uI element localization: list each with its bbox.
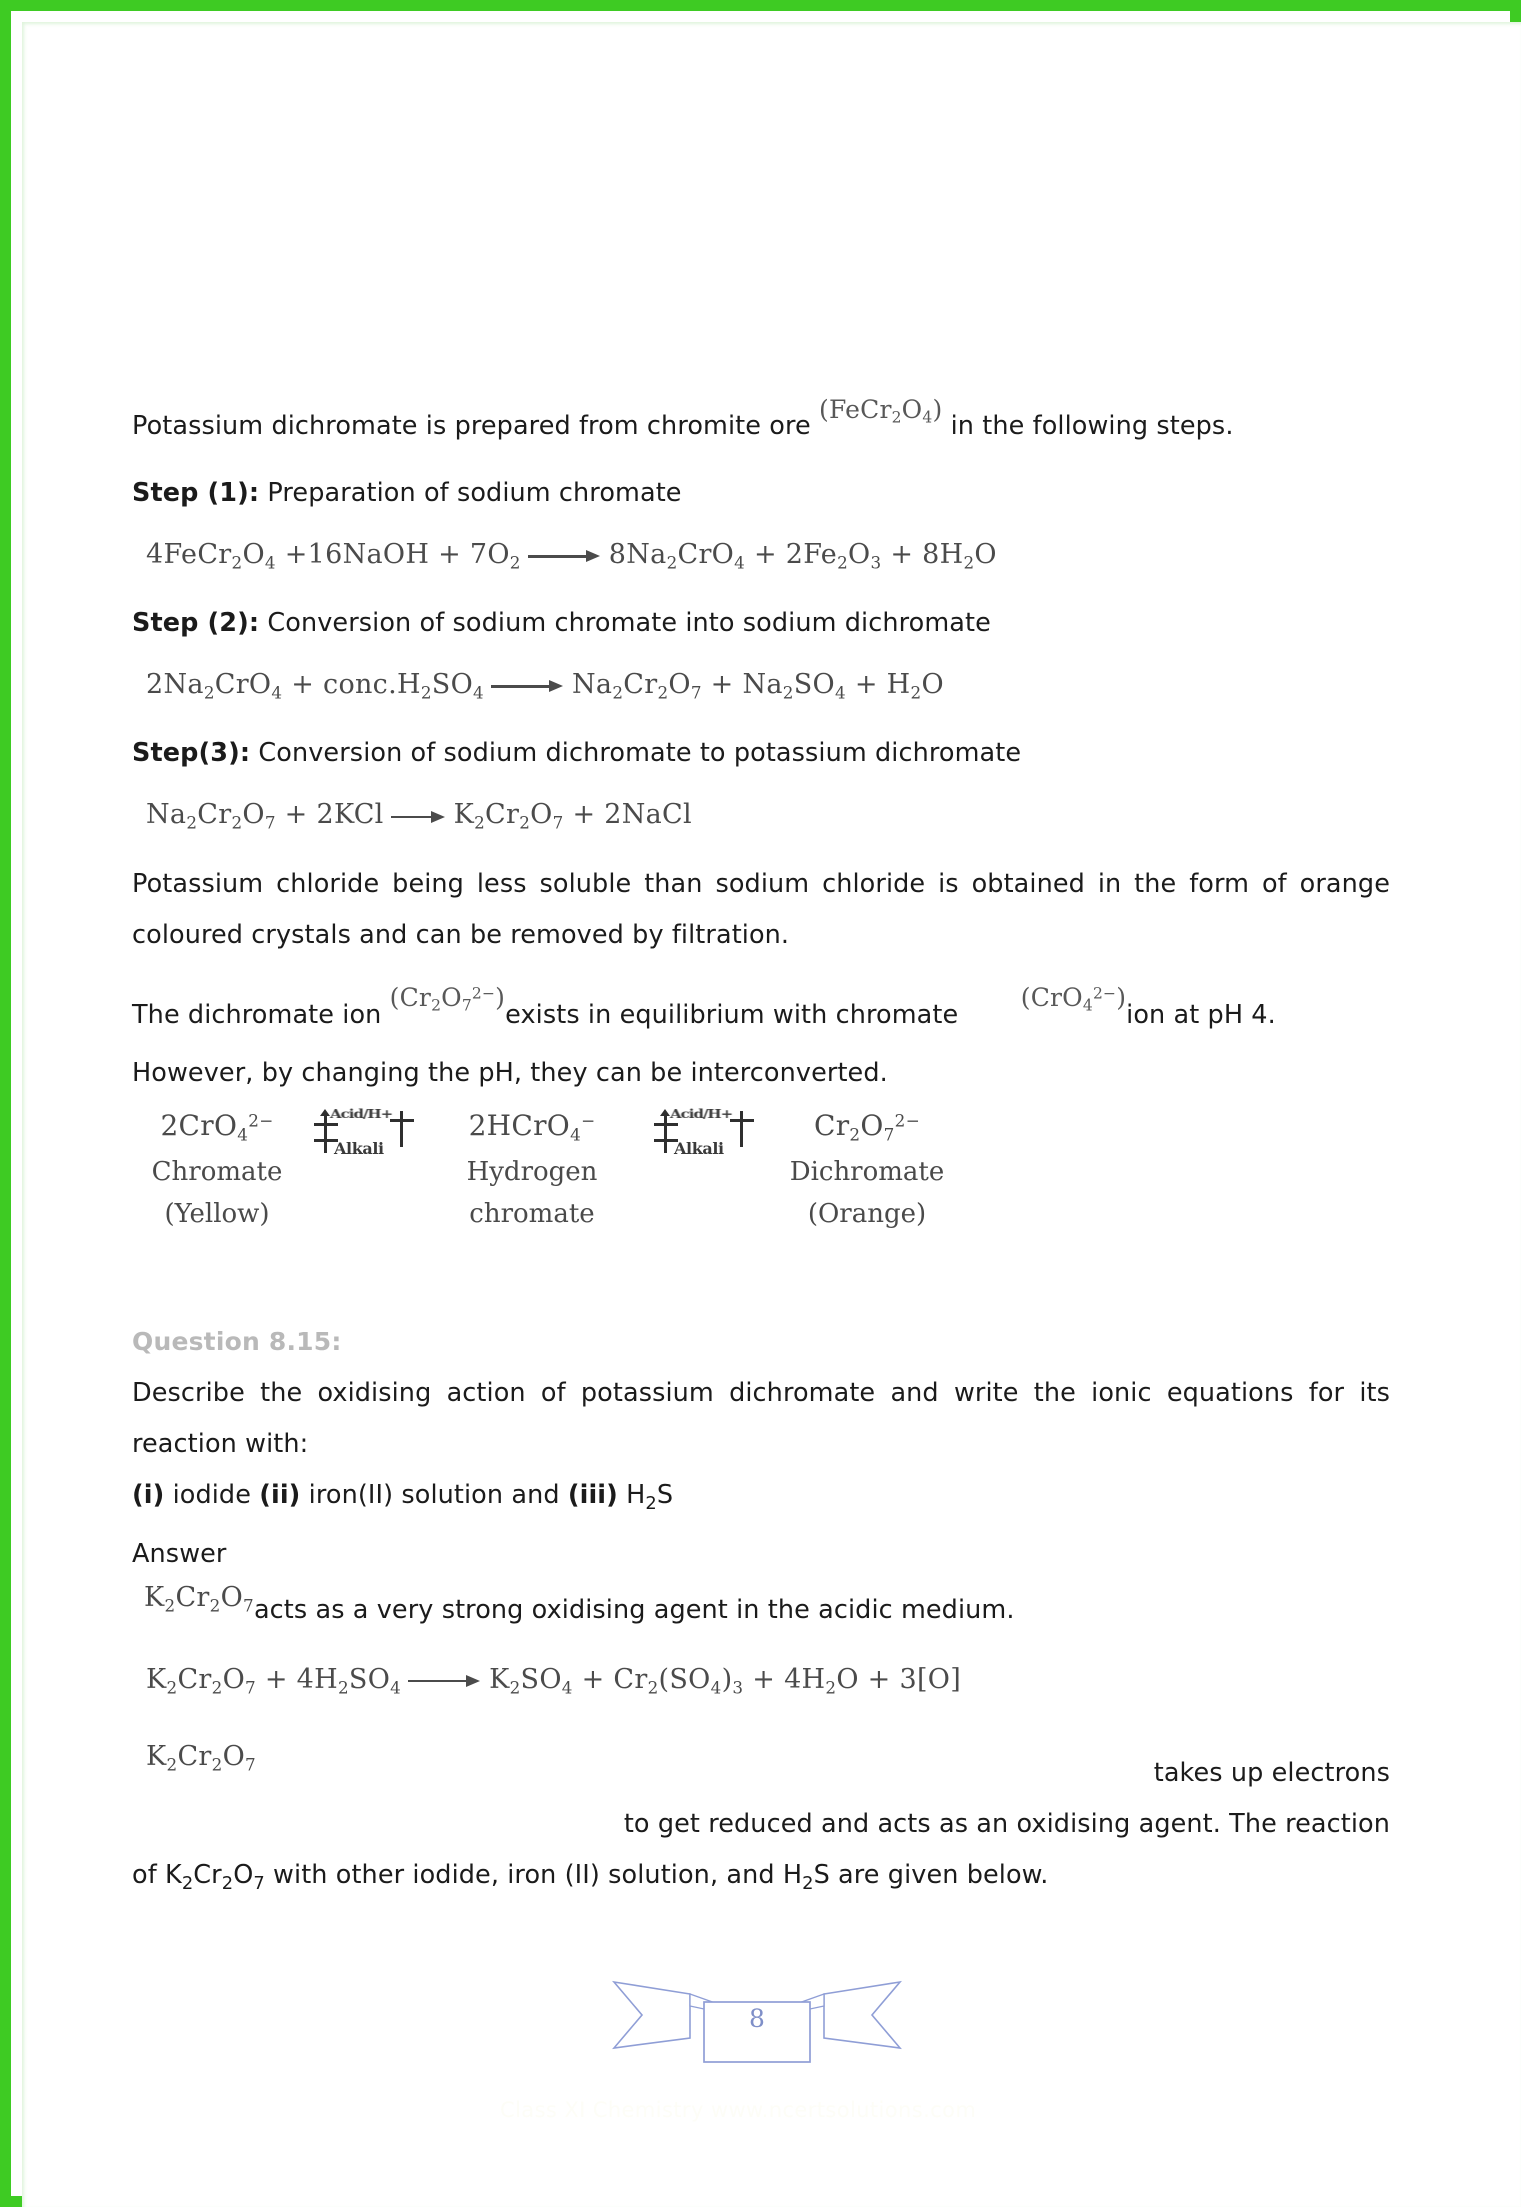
answer-line-1-text: acts as a very strong oxidising agent in the acidic medium.	[253, 1595, 1015, 1626]
reaction-arrow-icon	[391, 811, 447, 821]
equilibrium-arrow-2-bottom-label: Alkali	[674, 1139, 724, 1159]
step-2-heading	[132, 598, 1390, 649]
equilibrium-species-dichromate	[762, 1109, 972, 1229]
step-2-label: Step (2):	[132, 607, 260, 638]
equilibrium-text-1: The dichromate ion	[132, 999, 382, 1030]
answer-label: Answer	[132, 1539, 227, 1570]
dichromate-species-formula: $Cr_2O_7^{2-}$	[814, 1109, 920, 1145]
step-3-equation: $Na_2Cr_2O_7 + 2KCl$ $K_2Cr_2O_7$ + 2NaCl	[146, 799, 692, 833]
reaction-arrow-icon	[491, 680, 565, 690]
step-3-heading	[132, 728, 1390, 779]
equilibrium-arrow-1-bottom-label: Alkali	[334, 1139, 384, 1159]
question-heading: Question 8.15:	[132, 1327, 342, 1357]
equilibrium-diagram	[132, 1106, 1390, 1237]
step-1-label: Step (1):	[132, 477, 260, 508]
item-ii-marker: (ii)	[259, 1480, 301, 1511]
equilibrium-arrow-2-top-label: Acid/H+	[670, 1106, 733, 1122]
equilibrium-arrow-1-icon	[308, 1105, 428, 1167]
intro-text-before: Potassium dichromate is prepared from chromite ore	[132, 411, 811, 441]
step-3-title: Conversion of sodium dichromate to potassium dichromate	[258, 738, 1022, 769]
answer-formula-1: $K_2Cr_2O_7$	[144, 1582, 254, 1616]
step-3-label: Step(3):	[132, 738, 251, 769]
chromite-ore-formula: $(FeCr_2O_4)$	[819, 395, 943, 427]
answer-formula-2: $K_2Cr_2O_7$	[146, 1740, 256, 1775]
equilibrium-ph-note: However, by changing the pH, they can be interconverted.	[132, 1058, 888, 1089]
chromate-species-colour: (Yellow)	[164, 1199, 270, 1230]
item-iii-marker: (iii)	[567, 1480, 618, 1511]
step-1-heading	[132, 468, 1390, 519]
equilibrium-species-hydrogenchromate	[432, 1109, 632, 1229]
equilibrium-text-3: ion at pH 4.	[1126, 999, 1276, 1030]
answer-equation: $K_2Cr_2O_7 + 4H_2SO_4$ $K_2SO_4 + Cr_2(SO_4)_3 + 4H_2O + 3[O]$	[146, 1663, 962, 1697]
equilibrium-arrow-1-top-label: Acid/H+	[330, 1106, 393, 1122]
step-2-title: Conversion of sodium chromate into sodium dichromate	[267, 607, 991, 638]
bottom-watermark: Class XI Chemistry www.ncertsolutions.com	[500, 2098, 977, 2122]
equilibrium-species-chromate	[127, 1109, 307, 1229]
hydrogen-chromate-species-name: Hydrogen	[466, 1157, 598, 1188]
chromate-species-name: Chromate	[151, 1157, 283, 1188]
equilibrium-intro-paragraph	[132, 985, 1390, 1048]
filtration-paragraph: Potassium chloride being less soluble than sodium chloride is obtained in the form of orange coloured crystals and can be removed by filtration.	[132, 868, 1390, 950]
page-number: 8	[749, 2004, 765, 2033]
item-iii-text: $H_2S$	[626, 1480, 674, 1515]
intro-paragraph	[132, 395, 1390, 460]
dichromate-species-colour: (Orange)	[807, 1199, 927, 1230]
dichromate-species-name: Dichromate	[789, 1157, 945, 1188]
chromate-ion-formula: (CrO$_4^{2-}$)	[1020, 983, 1127, 1016]
hydrogen-chromate-species-formula: 2HCrO$_4$−	[468, 1109, 596, 1145]
step-1-title: Preparation of sodium chromate	[267, 477, 682, 508]
step-2-equation: $2Na_2CrO_4$ + $conc.H_2SO_4$ $Na_2Cr_2O_7 + Na_2SO_4 + H_2O$	[146, 668, 944, 703]
equilibrium-arrow-2-icon	[648, 1105, 768, 1167]
document-content	[132, 395, 1390, 1909]
equilibrium-text-2: exists in equilibrium with chromate	[505, 999, 959, 1030]
step-1-equation: $4FeCr_2O_4$ +16NaOH + $7O_2$ $8Na_2CrO_4 + 2Fe_2O_3 + 8H_2O$	[146, 538, 997, 572]
hydrogen-chromate-species-name2: chromate	[469, 1199, 595, 1230]
reaction-arrow-icon	[408, 1675, 482, 1685]
item-i-text: iodide	[172, 1480, 252, 1511]
item-i-marker: (i)	[132, 1480, 165, 1511]
question-text: Describe the oxidising action of potassium dichromate and write the ionic equations for its reaction with:	[132, 1378, 1390, 1460]
chromate-species-formula: 2CrO$_4^{2-}$	[160, 1109, 274, 1145]
answer-fragment-2: to get reduced and acts as an oxidising agent. The reaction	[623, 1809, 1390, 1840]
answer-fragment-1: takes up electrons	[1153, 1758, 1390, 1789]
page-number-ribbon	[612, 1960, 902, 2065]
dichromate-ion-formula: $(Cr_2O_7^{2-})$	[389, 983, 506, 1016]
answer-line-1	[132, 1582, 1390, 1639]
reaction-arrow-icon	[528, 550, 602, 560]
intro-text-after: in the following steps.	[950, 411, 1234, 441]
item-ii-text: iron(II) solution and	[308, 1480, 560, 1511]
question-items-line	[132, 1470, 1390, 1529]
answer-fragment-3: of $K_2Cr_2O_7$ with other iodide, iron (II) solution, and $H_2S$ are given below.	[132, 1860, 1049, 1895]
